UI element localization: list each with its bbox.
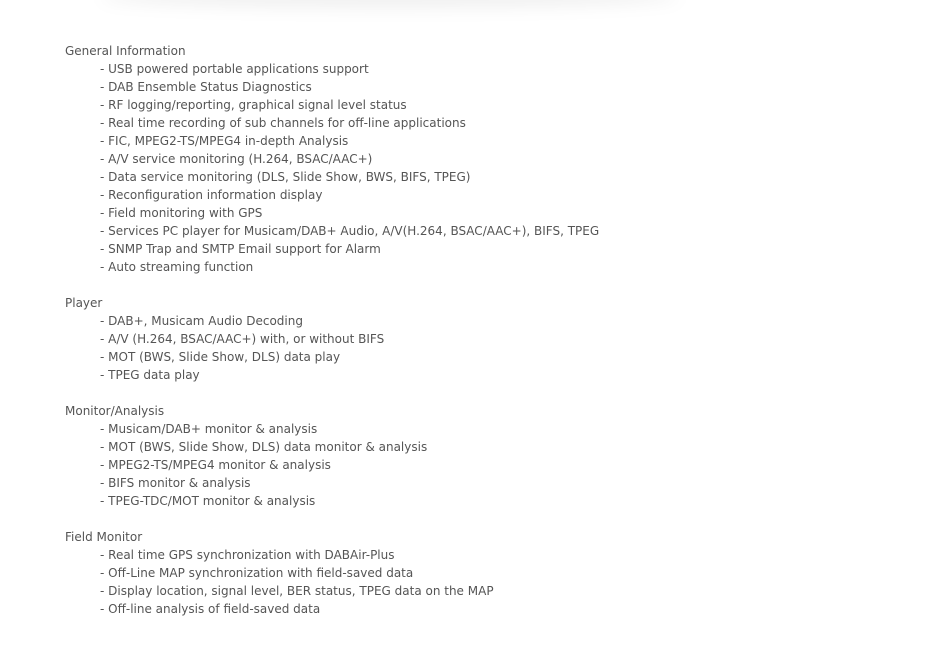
list-item: - Display location, signal level, BER status, TPEG data on the MAP: [100, 584, 494, 598]
list-item: - Musicam/DAB+ monitor & analysis: [100, 422, 318, 436]
list-item: - MPEG2-TS/MPEG4 monitor & analysis: [100, 458, 331, 472]
list-item: - TPEG data play: [100, 368, 200, 382]
list-item: - A/V (H.264, BSAC/AAC+) with, or without BIFS: [100, 332, 385, 346]
list-item: - FIC, MPEG2-TS/MPEG4 in-depth Analysis: [100, 134, 349, 148]
list-item: - Reconfiguration information display: [100, 188, 323, 202]
list-item: - Off-Line MAP synchronization with field-saved data: [100, 566, 414, 580]
list-item: - DAB Ensemble Status Diagnostics: [100, 80, 312, 94]
section-title: Player: [65, 296, 103, 310]
item-list: [65, 60, 905, 276]
section-player: [65, 294, 905, 384]
top-shadow: [100, 0, 680, 8]
section-general-information: [65, 42, 905, 276]
section-monitor-analysis: [65, 402, 905, 510]
list-item: - USB powered portable applications support: [100, 62, 369, 76]
list-item: - Auto streaming function: [100, 260, 254, 274]
list-item: - Data service monitoring (DLS, Slide Show, BWS, BIFS, TPEG): [100, 170, 471, 184]
section-title: General Information: [65, 44, 186, 58]
item-list: [65, 546, 905, 618]
list-item: - MOT (BWS, Slide Show, DLS) data play: [100, 350, 341, 364]
item-list: [65, 420, 905, 510]
list-item: - Field monitoring with GPS: [100, 206, 263, 220]
list-item: - MOT (BWS, Slide Show, DLS) data monitor & analysis: [100, 440, 428, 454]
list-item: - BIFS monitor & analysis: [100, 476, 251, 490]
section-field-monitor: [65, 528, 905, 618]
section-title: Monitor/Analysis: [65, 404, 165, 418]
section-title: Field Monitor: [65, 530, 143, 544]
list-item: - Real time recording of sub channels for off-line applications: [100, 116, 466, 130]
list-item: - DAB+, Musicam Audio Decoding: [100, 314, 303, 328]
list-item: - TPEG-TDC/MOT monitor & analysis: [100, 494, 316, 508]
list-item: - SNMP Trap and SMTP Email support for Alarm: [100, 242, 381, 256]
item-list: [65, 312, 905, 384]
list-item: - A/V service monitoring (H.264, BSAC/AAC+): [100, 152, 373, 166]
list-item: - Real time GPS synchronization with DABAir-Plus: [100, 548, 395, 562]
feature-list: [65, 42, 905, 636]
list-item: - RF logging/reporting, graphical signal level status: [100, 98, 407, 112]
list-item: - Services PC player for Musicam/DAB+ Audio, A/V(H.264, BSAC/AAC+), BIFS, TPEG: [100, 224, 600, 238]
list-item: - Off-line analysis of field-saved data: [100, 602, 321, 616]
